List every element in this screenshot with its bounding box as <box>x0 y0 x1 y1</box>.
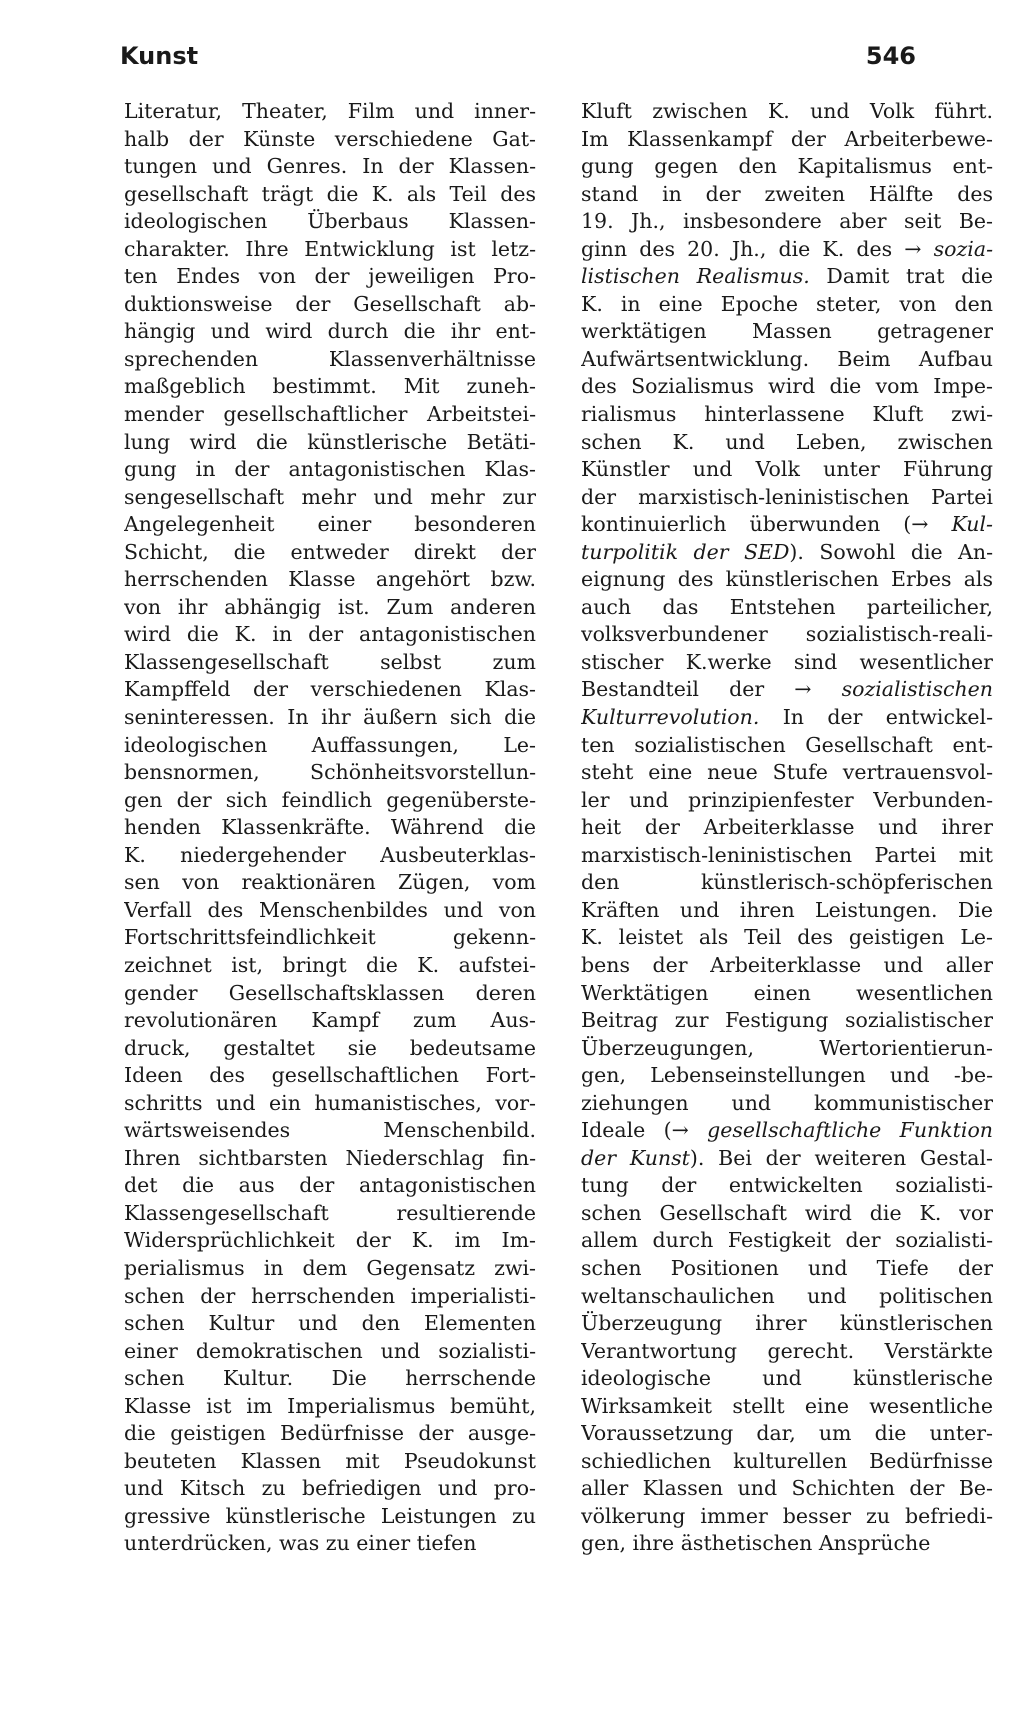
text-line <box>581 1172 993 1200</box>
text-line <box>581 401 993 429</box>
text-line <box>581 1448 993 1476</box>
italic-cross-reference: der Kunst <box>581 1145 690 1170</box>
text-line <box>581 980 993 1008</box>
text-segment: schiedlichen kulturellen Bedürfnisse <box>581 1448 993 1473</box>
text-segment: gen, Lebenseinstellungen und -be- <box>581 1063 993 1088</box>
text-line <box>581 1255 993 1283</box>
text-line <box>581 814 993 842</box>
text-line <box>124 732 536 760</box>
text-line <box>581 621 993 649</box>
text-line <box>124 181 536 209</box>
text-segment: schen K. und Leben, zwischen <box>581 429 993 454</box>
text-segment: 19. Jh., insbesondere aber seit Be- <box>581 209 993 234</box>
text-segment: det die aus der antagonistischen <box>124 1173 536 1198</box>
text-segment: charakter. Ihre Entwicklung ist letz- <box>124 236 536 261</box>
text-line <box>581 649 993 677</box>
text-segment: Fortschrittsfeindlichkeit gekenn- <box>124 925 536 950</box>
text-line <box>124 897 536 925</box>
right-text-column <box>581 98 993 1558</box>
text-segment: seninteressen. In ihr äußern sich die <box>124 705 536 730</box>
text-segment: Ihren sichtbarsten Niederschlag fin- <box>124 1145 536 1170</box>
text-segment: ler und prinzipienfester Verbunden- <box>581 787 993 812</box>
text-line <box>581 1283 993 1311</box>
text-segment: gressive künstlerische Leistungen zu <box>124 1503 536 1528</box>
text-segment: gung in der antagonistischen Klas- <box>124 457 536 482</box>
text-line <box>581 1310 993 1338</box>
text-segment: Klasse ist im Imperialismus bemüht, <box>124 1393 536 1418</box>
text-segment: mender gesellschaftlicher Arbeitstei- <box>124 402 536 427</box>
text-segment: hängig und wird durch die ihr ent- <box>124 319 536 344</box>
text-segment: Kräften und ihren Leistungen. Die <box>581 897 993 922</box>
text-line <box>124 1255 536 1283</box>
text-line <box>581 1530 993 1558</box>
text-line <box>581 1062 993 1090</box>
text-line <box>124 208 536 236</box>
text-line <box>124 566 536 594</box>
text-line <box>581 1035 993 1063</box>
text-segment: gen der sich feindlich gegenüberste- <box>124 787 536 812</box>
text-segment: ten Endes von der jeweiligen Pro- <box>124 264 536 289</box>
text-segment: Im Klassenkampf der Arbeiterbewe- <box>581 126 993 151</box>
text-line <box>581 1200 993 1228</box>
text-line <box>581 1117 993 1145</box>
text-segment: schen Gesellschaft wird die K. vor <box>581 1200 993 1225</box>
text-segment: des Sozialismus wird die vom Impe- <box>581 374 993 399</box>
text-line <box>124 1200 536 1228</box>
text-line <box>124 126 536 154</box>
text-line <box>581 952 993 980</box>
text-segment: stand in der zweiten Hälfte des <box>581 181 993 206</box>
left-text-column <box>124 98 536 1558</box>
text-segment: Ideen des gesellschaftlichen Fort- <box>124 1063 536 1088</box>
text-segment: ideologische und künstlerische <box>581 1366 993 1391</box>
text-segment: schen Kultur. Die herrschende <box>124 1366 536 1391</box>
text-segment: Überzeugung ihrer künstlerischen <box>581 1311 993 1336</box>
text-line <box>124 1420 536 1448</box>
text-segment: Klassengesellschaft resultierende <box>124 1200 536 1225</box>
text-segment: unterdrücken, was zu einer tiefen <box>124 1531 477 1556</box>
text-line <box>124 1338 536 1366</box>
text-segment: und Kitsch zu befriedigen und pro- <box>124 1476 536 1501</box>
text-line <box>124 621 536 649</box>
text-line <box>124 1475 536 1503</box>
text-segment: ideologischen Auffassungen, Le- <box>124 732 536 757</box>
text-segment: ideologischen Überbaus Klassen- <box>124 209 536 234</box>
text-segment: Schicht, die entweder direkt der <box>124 539 536 564</box>
text-segment: völkerung immer besser zu befriedi- <box>581 1503 993 1528</box>
text-segment: ziehungen und kommunistischer <box>581 1090 993 1115</box>
text-line <box>124 1035 536 1063</box>
text-line <box>581 484 993 512</box>
text-line <box>124 1090 536 1118</box>
text-line <box>124 456 536 484</box>
text-line <box>581 539 993 567</box>
text-line <box>581 456 993 484</box>
text-segment: steht eine neue Stufe vertrauensvol- <box>581 760 993 785</box>
text-segment: Überzeugungen, Wertorientierun- <box>581 1035 993 1060</box>
text-line <box>581 98 993 126</box>
text-line <box>581 1365 993 1393</box>
page-number: 546 <box>865 42 916 70</box>
text-segment: Beitrag zur Festigung sozialistischer <box>581 1008 993 1033</box>
text-line <box>581 1090 993 1118</box>
text-segment: kontinuierlich überwunden (→ <box>581 512 952 537</box>
italic-cross-reference: Kul- <box>951 512 993 537</box>
text-segment: Wirksamkeit stellt eine wesentliche <box>581 1393 993 1418</box>
text-line <box>581 153 993 181</box>
text-segment: ). Sowohl die An- <box>789 539 993 564</box>
text-line <box>124 1227 536 1255</box>
text-segment: maßgeblich bestimmt. Mit zuneh- <box>124 374 536 399</box>
text-segment: Angelegenheit einer besonderen <box>124 512 536 537</box>
text-line <box>124 787 536 815</box>
text-line <box>581 181 993 209</box>
text-segment: allem durch Festigkeit der sozialisti- <box>581 1228 993 1253</box>
text-segment: einer demokratischen und sozialisti- <box>124 1338 536 1363</box>
text-segment: volksverbundener sozialistisch-reali- <box>581 622 993 647</box>
text-line <box>581 759 993 787</box>
text-segment: herrschenden Klasse angehört bzw. <box>124 567 536 592</box>
text-segment: schen Kultur und den Elementen <box>124 1311 536 1336</box>
text-line <box>581 1475 993 1503</box>
text-line <box>124 980 536 1008</box>
text-line <box>581 1503 993 1531</box>
text-segment: auch das Entstehen parteilicher, <box>581 594 993 619</box>
text-line <box>124 1503 536 1531</box>
text-line <box>124 1145 536 1173</box>
text-line <box>124 649 536 677</box>
text-segment: duktionsweise der Gesellschaft ab- <box>124 291 536 316</box>
text-line <box>124 98 536 126</box>
text-segment: den künstlerisch-schöpferischen <box>581 870 993 895</box>
text-line <box>124 1310 536 1338</box>
text-line <box>124 676 536 704</box>
text-segment: werktätigen Massen getragener <box>581 319 993 344</box>
text-segment: von ihr abhängig ist. Zum anderen <box>124 594 536 619</box>
text-line <box>124 1117 536 1145</box>
text-line <box>124 429 536 457</box>
text-line <box>581 566 993 594</box>
text-segment: druck, gestaltet sie bedeutsame <box>124 1035 536 1060</box>
text-line <box>124 842 536 870</box>
text-segment: Ideale (→ <box>581 1118 708 1143</box>
text-line <box>581 842 993 870</box>
text-line <box>124 539 536 567</box>
text-segment: ). Bei der weiteren Gestal- <box>689 1145 993 1170</box>
text-segment: henden Klassenkräfte. Während die <box>124 815 536 840</box>
text-segment: heit der Arbeiterklasse und ihrer <box>581 815 993 840</box>
text-line <box>581 263 993 291</box>
text-line <box>124 869 536 897</box>
text-segment: Damit trat die <box>809 264 993 289</box>
text-segment: K. leistet als Teil des geistigen Le- <box>581 925 993 950</box>
text-segment: Kampffeld der verschiedenen Klas- <box>124 677 536 702</box>
text-line <box>581 346 993 374</box>
text-segment: In der entwickel- <box>759 705 993 730</box>
text-segment: wärtsweisendes Menschenbild. <box>124 1118 536 1143</box>
text-line <box>124 346 536 374</box>
text-segment: bensnormen, Schönheitsvorstellun- <box>124 760 536 785</box>
text-line <box>581 1420 993 1448</box>
italic-cross-reference: Kulturrevolution. <box>581 705 760 730</box>
text-segment: sengesellschaft mehr und mehr zur <box>124 484 536 509</box>
text-line <box>581 1227 993 1255</box>
text-line <box>124 236 536 264</box>
text-line <box>124 484 536 512</box>
text-line <box>124 401 536 429</box>
text-segment: schen Positionen und Tiefe der <box>581 1255 993 1280</box>
text-segment: perialismus in dem Gegensatz zwi- <box>124 1255 536 1280</box>
text-segment: eignung des künstlerischen Erbes als <box>581 567 993 592</box>
text-segment: K. niedergehender Ausbeuterklas- <box>124 842 536 867</box>
text-line <box>124 373 536 401</box>
text-line <box>581 373 993 401</box>
text-segment: Voraussetzung dar, um die unter- <box>581 1421 993 1446</box>
text-line <box>124 1365 536 1393</box>
text-line <box>124 704 536 732</box>
text-segment: gesellschaft trägt die K. als Teil des <box>124 181 536 206</box>
text-line <box>124 1530 536 1558</box>
text-line <box>581 924 993 952</box>
text-line <box>581 594 993 622</box>
text-line <box>581 318 993 346</box>
text-segment: rialismus hinterlassene Kluft zwi- <box>581 402 993 427</box>
text-segment: stischer K.werke sind wesentlicher <box>581 649 993 674</box>
text-line <box>581 511 993 539</box>
text-segment: ginn des 20. Jh., die K. des → <box>581 236 934 261</box>
text-segment: halb der Künste verschiedene Gat- <box>124 126 536 151</box>
text-segment: sprechenden Klassenverhältnisse <box>124 346 536 371</box>
text-segment: marxistisch-leninistischen Partei mit <box>581 842 993 867</box>
text-segment: ten sozialistischen Gesellschaft ent- <box>581 732 993 757</box>
text-segment: sen von reaktionären Zügen, vom <box>124 870 536 895</box>
text-segment: Werktätigen einen wesentlichen <box>581 980 993 1005</box>
text-line <box>581 897 993 925</box>
text-line <box>124 1393 536 1421</box>
text-line <box>581 704 993 732</box>
text-line <box>124 759 536 787</box>
text-line <box>581 1145 993 1173</box>
text-line <box>124 153 536 181</box>
text-line <box>581 291 993 319</box>
text-segment: lung wird die künstlerische Betäti- <box>124 429 536 454</box>
text-segment: Literatur, Theater, Film und inner- <box>124 99 536 123</box>
text-line <box>581 676 993 704</box>
text-segment: wird die K. in der antagonistischen <box>124 622 536 647</box>
text-line <box>124 1062 536 1090</box>
text-line <box>124 291 536 319</box>
text-line <box>581 869 993 897</box>
text-line <box>124 1007 536 1035</box>
text-segment: revolutionären Kampf zum Aus- <box>124 1008 536 1033</box>
page-header <box>120 42 916 82</box>
text-segment: gender Gesellschaftsklassen deren <box>124 980 536 1005</box>
italic-cross-reference: gesellschaftliche Funktion <box>707 1118 993 1143</box>
text-segment: der marxistisch-leninistischen Partei <box>581 484 993 509</box>
text-segment: Kluft zwischen K. und Volk führt. <box>581 99 993 123</box>
italic-cross-reference: sozialistischen <box>841 677 993 702</box>
text-line <box>124 814 536 842</box>
text-line <box>581 1007 993 1035</box>
text-segment: schen der herrschenden imperialisti- <box>124 1283 536 1308</box>
text-segment: tungen und Genres. In der Klassen- <box>124 154 536 179</box>
text-segment: bens der Arbeiterklasse und aller <box>581 952 993 977</box>
text-segment: gen, ihre ästhetischen Ansprüche <box>581 1531 931 1556</box>
text-line <box>124 318 536 346</box>
text-line <box>124 1283 536 1311</box>
text-line <box>124 511 536 539</box>
text-line <box>124 594 536 622</box>
text-line <box>581 429 993 457</box>
text-line <box>581 732 993 760</box>
text-line <box>124 1448 536 1476</box>
text-segment: schritts und ein humanistisches, vor- <box>124 1090 536 1115</box>
text-segment: Künstler und Volk unter Führung <box>581 457 993 482</box>
text-line <box>124 1172 536 1200</box>
text-segment: Verantwortung gerecht. Verstärkte <box>581 1338 993 1363</box>
text-segment: beuteten Klassen mit Pseudokunst <box>124 1448 536 1473</box>
italic-cross-reference: sozia- <box>933 236 993 261</box>
italic-cross-reference: listischen Realismus. <box>581 264 810 289</box>
text-line <box>581 1338 993 1366</box>
text-line <box>581 208 993 236</box>
italic-cross-reference: turpolitik der SED <box>581 539 790 564</box>
text-segment: weltanschaulichen und politischen <box>581 1283 993 1308</box>
text-line <box>124 263 536 291</box>
text-segment: Bestandteil der → <box>581 677 842 702</box>
running-head-title: Kunst <box>120 42 199 70</box>
text-segment: Aufwärtsentwicklung. Beim Aufbau <box>581 346 993 371</box>
text-segment: zeichnet ist, bringt die K. aufstei- <box>124 952 536 977</box>
text-segment: aller Klassen und Schichten der Be- <box>581 1476 993 1501</box>
text-line <box>124 924 536 952</box>
text-line <box>581 236 993 264</box>
text-segment: K. in eine Epoche steter, von den <box>581 291 993 316</box>
text-segment: Widersprüchlichkeit der K. im Im- <box>124 1228 536 1253</box>
text-segment: tung der entwickelten sozialisti- <box>581 1173 993 1198</box>
text-line <box>581 1393 993 1421</box>
text-line <box>124 952 536 980</box>
text-segment: Klassengesellschaft selbst zum <box>124 649 536 674</box>
text-segment: Verfall des Menschenbildes und von <box>124 897 536 922</box>
text-segment: die geistigen Bedürfnisse der ausge- <box>124 1421 536 1446</box>
text-line <box>581 126 993 154</box>
text-line <box>581 787 993 815</box>
text-segment: gung gegen den Kapitalismus ent- <box>581 154 993 179</box>
